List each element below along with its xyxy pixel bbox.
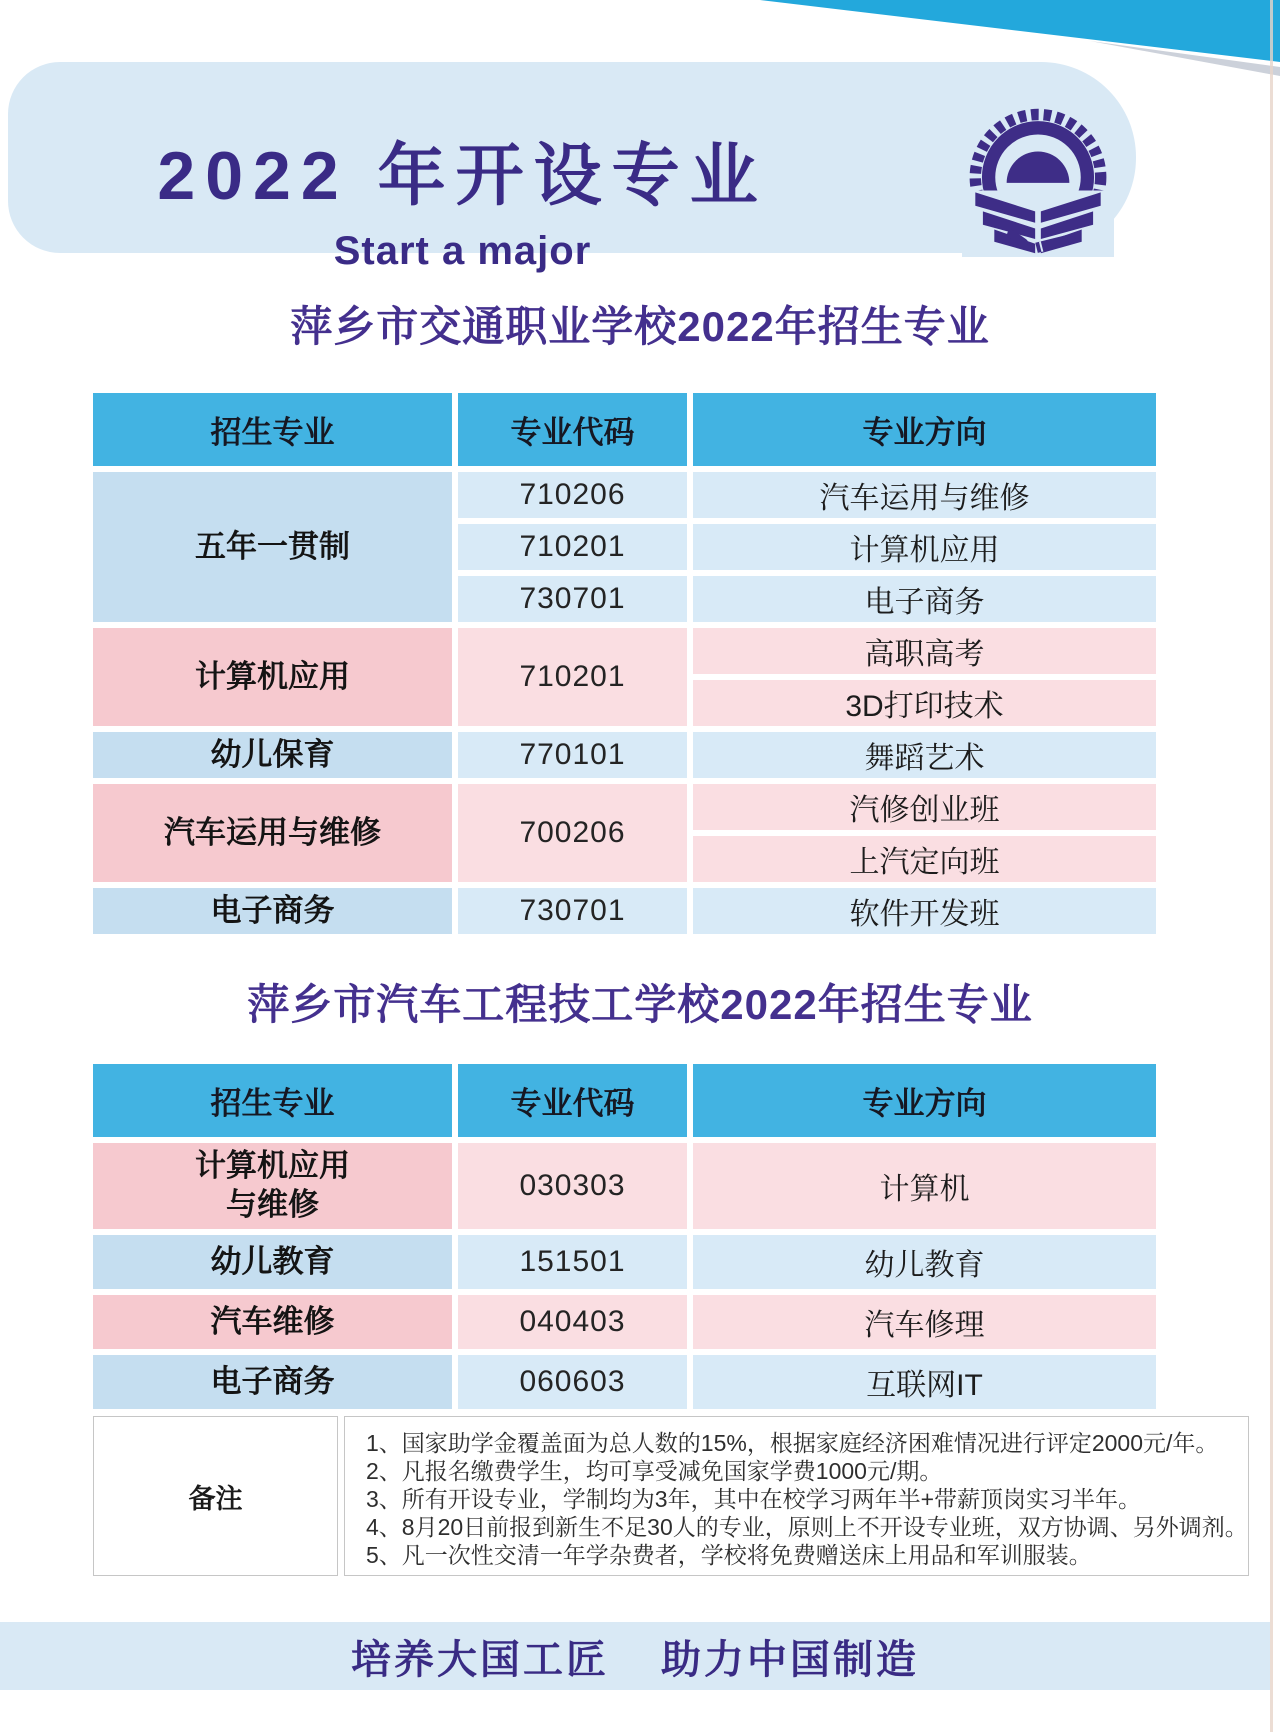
gear-book-pencil-logo-icon [962, 105, 1114, 257]
notes-section [93, 1416, 1248, 1576]
major-cell [93, 628, 452, 726]
major-label: 五年一贯制 [195, 528, 350, 564]
direction-cell: 汽修创业班 [693, 784, 1156, 830]
footer-slogan-left: 培养大国工匠 [351, 1637, 609, 1682]
page-title: 2022 年开设专业 [157, 138, 768, 214]
major-label: 电子商务 [210, 892, 335, 928]
direction-cell: 幼儿教育 [693, 1235, 1156, 1289]
admissions-table-school-2 [93, 1064, 1156, 1409]
major-label: 幼儿保育 [210, 736, 335, 772]
direction-cell: 电子商务 [693, 576, 1156, 622]
major-cell [93, 784, 452, 882]
column-header-cell: 专业方向 [693, 393, 1156, 466]
column-header-cell: 专业方向 [693, 1064, 1156, 1137]
code-cell: 710201 [458, 524, 687, 570]
direction-cell: 互联网IT [693, 1355, 1156, 1409]
direction-cell: 舞蹈艺术 [693, 732, 1156, 778]
notes-label-cell [93, 1416, 338, 1576]
direction-cell: 上汽定向班 [693, 836, 1156, 882]
code-cell: 030303 [458, 1143, 687, 1229]
page-edge-line [1270, 0, 1273, 1732]
major-label: 电子商务 [210, 1363, 335, 1399]
code-cell: 710206 [458, 472, 687, 518]
code-cell: 730701 [458, 888, 687, 934]
footer-banner [0, 1622, 1270, 1690]
notes-body [344, 1416, 1249, 1576]
major-label: 计算机应用 [195, 1148, 350, 1184]
major-cell [93, 472, 452, 622]
direction-cell: 3D打印技术 [693, 680, 1156, 726]
major-label: 与维修 [226, 1187, 319, 1222]
major-cell [93, 732, 452, 778]
note-item: 2、凡报名缴费学生，均可享受减免国家学费1000元/期。 [366, 1458, 943, 1484]
column-header-cell: 招生专业 [93, 393, 452, 466]
direction-cell: 汽车运用与维修 [693, 472, 1156, 518]
admissions-table-school-1 [93, 393, 1156, 934]
column-header-cell: 专业代码 [458, 393, 687, 466]
direction-cell: 计算机应用 [693, 524, 1156, 570]
major-label: 汽车运用与维修 [164, 814, 381, 850]
major-cell [93, 1235, 452, 1289]
code-cell: 040403 [458, 1295, 687, 1349]
major-cell [93, 1143, 452, 1229]
direction-cell: 高职高考 [693, 628, 1156, 674]
major-label: 汽车维修 [210, 1303, 335, 1339]
page-subtitle: Start a major [333, 229, 592, 273]
note-item: 3、所有开设专业，学制均为3年，其中在校学习两年半+带薪顶岗实习半年。 [366, 1486, 1142, 1512]
footer-slogan-right: 助力中国制造 [661, 1637, 919, 1682]
direction-cell: 软件开发班 [693, 888, 1156, 934]
direction-cell: 汽车修理 [693, 1295, 1156, 1349]
major-label: 幼儿教育 [210, 1243, 335, 1279]
column-header-cell: 招生专业 [93, 1064, 452, 1137]
section-title-school-1: 萍乡市交通职业学校2022年招生专业 [290, 303, 990, 350]
note-item: 4、8月20日前报到新生不足30人的专业，原则上不开设专业班，双方协调、另外调剂。 [366, 1514, 1248, 1540]
code-cell: 060603 [458, 1355, 687, 1409]
note-item: 5、凡一次性交清一年学杂费者，学校将免费赠送床上用品和军训服装。 [366, 1542, 1092, 1568]
section-title-school-2: 萍乡市汽车工程技工学校2022年招生专业 [247, 981, 1033, 1028]
major-cell [93, 1355, 452, 1409]
code-cell: 730701 [458, 576, 687, 622]
major-cell [93, 888, 452, 934]
header-text-block [90, 122, 835, 274]
code-cell: 770101 [458, 732, 687, 778]
major-cell [93, 1295, 452, 1349]
notes-label: 备注 [188, 1483, 243, 1514]
code-cell: 710201 [458, 628, 687, 726]
code-cell: 700206 [458, 784, 687, 882]
column-header-cell: 专业代码 [458, 1064, 687, 1137]
code-cell: 151501 [458, 1235, 687, 1289]
major-label: 计算机应用 [195, 658, 350, 694]
direction-cell: 计算机 [693, 1143, 1156, 1229]
note-item: 1、国家助学金覆盖面为总人数的15%，根据家庭经济困难情况进行评定2000元/年。 [366, 1430, 1219, 1456]
